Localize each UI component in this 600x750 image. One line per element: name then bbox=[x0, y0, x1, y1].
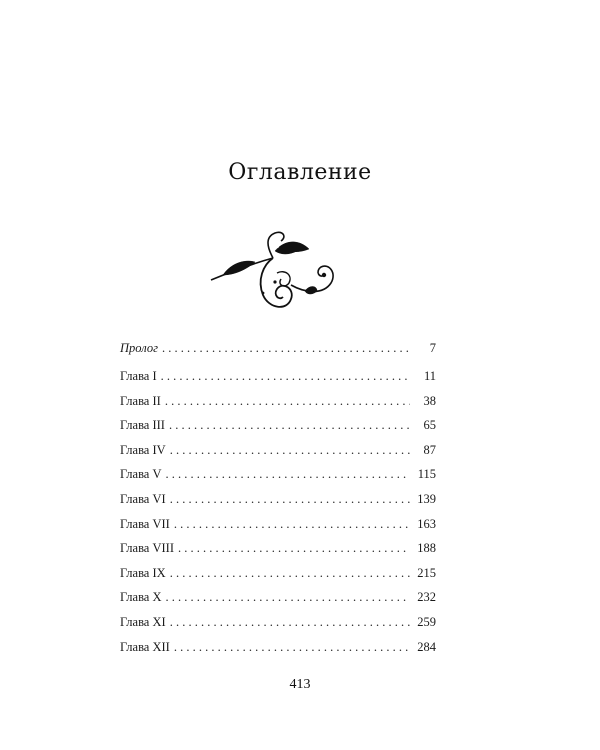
toc-entry-chapter-7[interactable] bbox=[120, 512, 436, 537]
toc-entry-page: 215 bbox=[417, 565, 436, 580]
toc-entry-page: 284 bbox=[417, 639, 436, 654]
toc-entry-prologue[interactable] bbox=[120, 336, 436, 360]
dot-leader bbox=[174, 635, 410, 660]
dot-leader bbox=[166, 462, 410, 487]
dot-leader bbox=[161, 364, 410, 389]
toc-entry-label: Глава I bbox=[120, 369, 157, 383]
dot-leader bbox=[166, 585, 410, 610]
toc-entry-label: Пролог bbox=[120, 341, 158, 355]
toc-entry-label: Глава XII bbox=[120, 639, 170, 654]
dot-leader bbox=[170, 561, 410, 586]
toc-entry-label: Глава III bbox=[120, 418, 165, 433]
toc-entry-page: 7 bbox=[429, 341, 436, 355]
toc-entry-chapter-11[interactable] bbox=[120, 610, 436, 635]
toc-entry-page: 11 bbox=[423, 369, 436, 383]
toc-entry-page: 139 bbox=[417, 491, 436, 506]
dot-leader bbox=[165, 389, 410, 414]
dot-leader bbox=[174, 512, 410, 537]
toc-entry-label: Глава VII bbox=[120, 516, 170, 531]
toc-entry-page: 38 bbox=[423, 393, 436, 408]
floral-flourish-icon bbox=[205, 225, 345, 320]
toc-entry-chapter-12[interactable] bbox=[120, 635, 436, 660]
dot-leader bbox=[170, 610, 410, 635]
page-number: 413 bbox=[289, 677, 311, 692]
toc-entry-chapter-2[interactable] bbox=[120, 389, 436, 414]
toc-entry-label: Глава VI bbox=[120, 491, 166, 506]
toc-entry-page: 259 bbox=[417, 614, 436, 629]
toc-entry-chapter-10[interactable] bbox=[120, 585, 436, 610]
toc-entry-label: Глава X bbox=[120, 590, 162, 605]
toc-entry-page: 163 bbox=[417, 516, 436, 531]
toc-entry-chapter-9[interactable] bbox=[120, 561, 436, 586]
toc-entry-chapter-8[interactable] bbox=[120, 536, 436, 561]
toc-entry-page: 232 bbox=[417, 590, 436, 605]
dot-leader bbox=[178, 536, 410, 561]
toc-entry-page: 65 bbox=[423, 418, 436, 433]
toc-entry-page: 115 bbox=[417, 467, 436, 482]
toc-entry-page: 87 bbox=[423, 442, 436, 457]
toc-entry-label: Глава IV bbox=[120, 442, 166, 457]
dot-leader bbox=[170, 438, 410, 463]
toc-entry-page: 188 bbox=[417, 541, 436, 556]
toc-entry-label: Глава VIII bbox=[120, 541, 174, 556]
toc-entry-label: Глава IX bbox=[120, 565, 166, 580]
toc-entry-chapter-6[interactable] bbox=[120, 487, 436, 512]
dot-leader bbox=[170, 487, 410, 512]
toc-entry-label: Глава II bbox=[120, 393, 161, 408]
toc-entry-chapter-3[interactable] bbox=[120, 413, 436, 438]
table-of-contents bbox=[120, 336, 436, 659]
dot-leader bbox=[162, 336, 410, 360]
page-title: Оглавление bbox=[228, 160, 372, 185]
toc-entry-chapter-5[interactable] bbox=[120, 462, 436, 487]
dot-leader bbox=[169, 413, 410, 438]
toc-entry-label: Глава XI bbox=[120, 614, 166, 629]
toc-entry-chapter-1[interactable] bbox=[120, 364, 436, 389]
toc-entry-chapter-4[interactable] bbox=[120, 438, 436, 463]
toc-entry-label: Глава V bbox=[120, 467, 162, 482]
